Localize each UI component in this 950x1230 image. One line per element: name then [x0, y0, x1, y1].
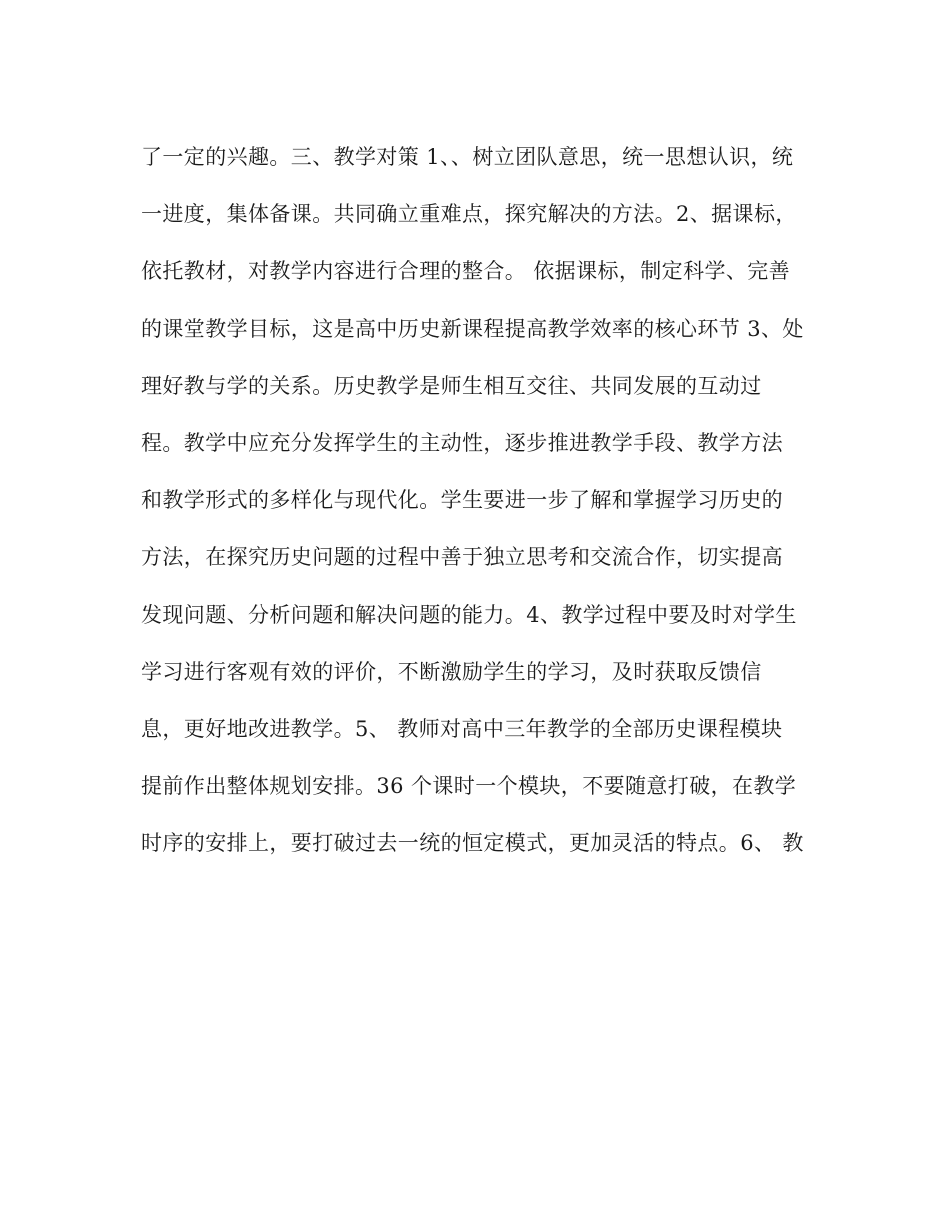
- text-line: 和教学形式的多样化与现代化。学生要进一步了解和掌握学习历史的: [141, 488, 783, 513]
- text-line: 理好教与学的关系。历史教学是师生相互交往、共同发展的互动过: [141, 373, 762, 398]
- text-line: 学习进行客观有效的评价，不断激励学生的学习，及时获取反馈信: [141, 659, 762, 684]
- text-line: 了一定的兴趣。三、教学对策 1、、树立团队意思，统一思想认识，统: [141, 145, 794, 169]
- text-line: 程。教学中应充分发挥学生的主动性，逐步推进教学手段、教学方法: [141, 430, 783, 455]
- text-line: 一进度，集体备课。共同确立重难点，探究解决的方法。2、据课标，: [141, 202, 797, 227]
- text-line: 息，更好地改进教学。5、 教师对高中三年教学的全部历史课程模块: [141, 716, 783, 741]
- text-line: 依托教材，对教学内容进行合理的整合。 依据课标，制定科学、完善: [141, 259, 791, 284]
- text-line: 的课堂教学目标，这是高中历史新课程提高教学效率的核心环节 3、处: [141, 316, 804, 341]
- text-line: 发现问题、分析问题和解决问题的能力。4、教学过程中要及时对学生: [141, 602, 797, 627]
- text-line: 提前作出整体规划安排。36 个课时一个模块，不要随意打破，在教学: [141, 774, 797, 799]
- text-line: 时序的安排上，要打破过去一统的恒定模式，更加灵活的特点。6、 教: [141, 831, 804, 856]
- text-line: 方法，在探究历史问题的过程中善于独立思考和交流合作，切实提高: [141, 545, 783, 570]
- body-text: [141, 136, 821, 879]
